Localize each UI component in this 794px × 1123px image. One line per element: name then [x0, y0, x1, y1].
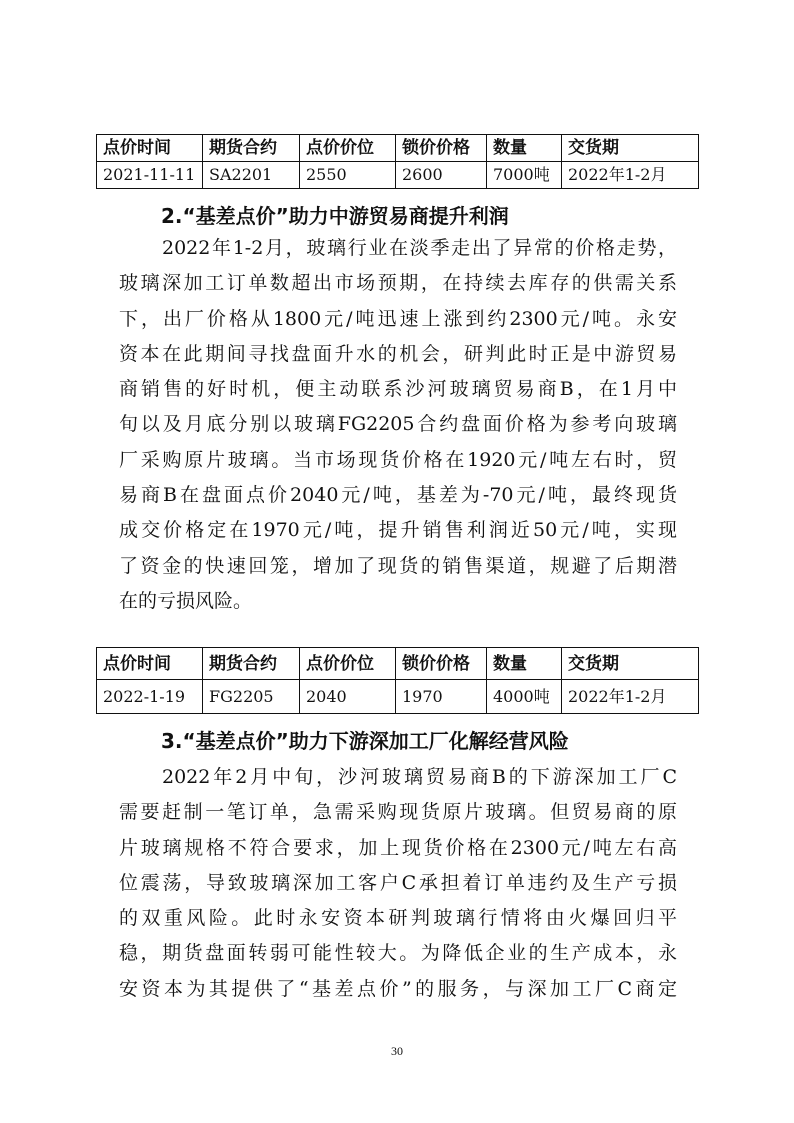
table-header-cell: 点价时间 — [97, 135, 203, 162]
paragraph-line: 2022年1-2月，玻璃行业在淡季走出了异常的价格走势， — [162, 237, 677, 259]
table-cell-delivery: 2022年1-2月 — [562, 680, 699, 714]
page-number: 30 — [391, 1044, 403, 1058]
table-header-cell: 锁价价格 — [396, 135, 487, 162]
table-header-cell: 数量 — [487, 648, 562, 680]
table-header-cell: 交货期 — [562, 135, 699, 162]
pricing-table-1 — [96, 134, 699, 189]
table-header-cell: 点价价位 — [300, 135, 396, 162]
table-row — [97, 162, 699, 189]
paragraph-line: 资本在此期间寻找盘面升水的机会，研判此时正是中游贸易 — [119, 342, 677, 365]
paragraph-line: 在的亏损风险。 — [119, 589, 253, 612]
table-header-row — [97, 135, 699, 162]
section-2-heading: 2.“基差点价”助力中游贸易商提升利润 — [161, 204, 509, 228]
table-cell-delivery: 2022年1-2月 — [562, 162, 699, 189]
paragraph-line: 片玻璃规格不符合要求，加上现货价格在2300元/吨左右高 — [119, 836, 677, 859]
table-cell-point-price: 2040 — [300, 680, 396, 714]
table-header-cell: 锁价价格 — [396, 648, 487, 680]
paragraph-line: 了资金的快速回笼，增加了现货的销售渠道，规避了后期潜 — [119, 554, 677, 577]
paragraph-line: 成交价格定在1970元/吨，提升销售利润近50元/吨，实现 — [119, 519, 677, 542]
table-cell-contract: FG2205 — [203, 680, 300, 714]
paragraph-line: 的双重风险。此时永安资本研判玻璃行情将由火爆回归平 — [119, 907, 677, 930]
table-header-cell: 数量 — [487, 135, 562, 162]
paragraph-line: 商销售的好时机，便主动联系沙河玻璃贸易商B，在1月中 — [119, 378, 677, 401]
table-cell-lock-price: 1970 — [396, 680, 487, 714]
paragraph-line: 厂采购原片玻璃。当市场现货价格在1920元/吨左右时，贸 — [119, 448, 677, 471]
table-cell-time: 2021-11-11 — [97, 162, 203, 189]
pricing-table-2 — [96, 647, 699, 714]
paragraph-line: 2022年2月中旬，沙河玻璃贸易商B的下游深加工厂C — [162, 766, 677, 788]
paragraph-line: 需要赶制一笔订单，急需采购现货原片玻璃。但贸易商的原 — [119, 801, 677, 824]
table-cell-time: 2022-1-19 — [97, 680, 203, 714]
table-cell-quantity: 4000吨 — [487, 680, 562, 714]
table-header-row — [97, 648, 699, 680]
table-cell-contract: SA2201 — [203, 162, 300, 189]
table-cell-quantity: 7000吨 — [487, 162, 562, 189]
paragraph-line: 安资本为其提供了“基差点价”的服务，与深加工厂C商定 — [119, 977, 677, 1000]
table-header-cell: 交货期 — [562, 648, 699, 680]
paragraph-line: 旬以及月底分别以玻璃FG2205合约盘面价格为参考向玻璃 — [119, 413, 677, 436]
table-row — [97, 680, 699, 714]
paragraph-line: 位震荡，导致玻璃深加工客户C承担着订单违约及生产亏损 — [119, 871, 677, 894]
table-header-cell: 期货合约 — [203, 135, 300, 162]
table-header-cell: 期货合约 — [203, 648, 300, 680]
paragraph-line: 易商B在盘面点价2040元/吨，基差为-70元/吨，最终现货 — [119, 484, 677, 507]
table-header-cell: 点价时间 — [97, 648, 203, 680]
section-2-paragraph — [119, 231, 677, 619]
section-3-heading: 3.“基差点价”助力下游深加工厂化解经营风险 — [161, 729, 569, 753]
table-cell-lock-price: 2600 — [396, 162, 487, 189]
section-3-paragraph — [119, 760, 677, 1007]
paragraph-line: 下，出厂价格从1800元/吨迅速上涨到约2300元/吨。永安 — [119, 307, 677, 330]
paragraph-line: 稳，期货盘面转弱可能性较大。为降低企业的生产成本，永 — [119, 942, 677, 965]
paragraph-line: 玻璃深加工订单数超出市场预期，在持续去库存的供需关系 — [119, 272, 677, 295]
table-cell-point-price: 2550 — [300, 162, 396, 189]
table-header-cell: 点价价位 — [300, 648, 396, 680]
